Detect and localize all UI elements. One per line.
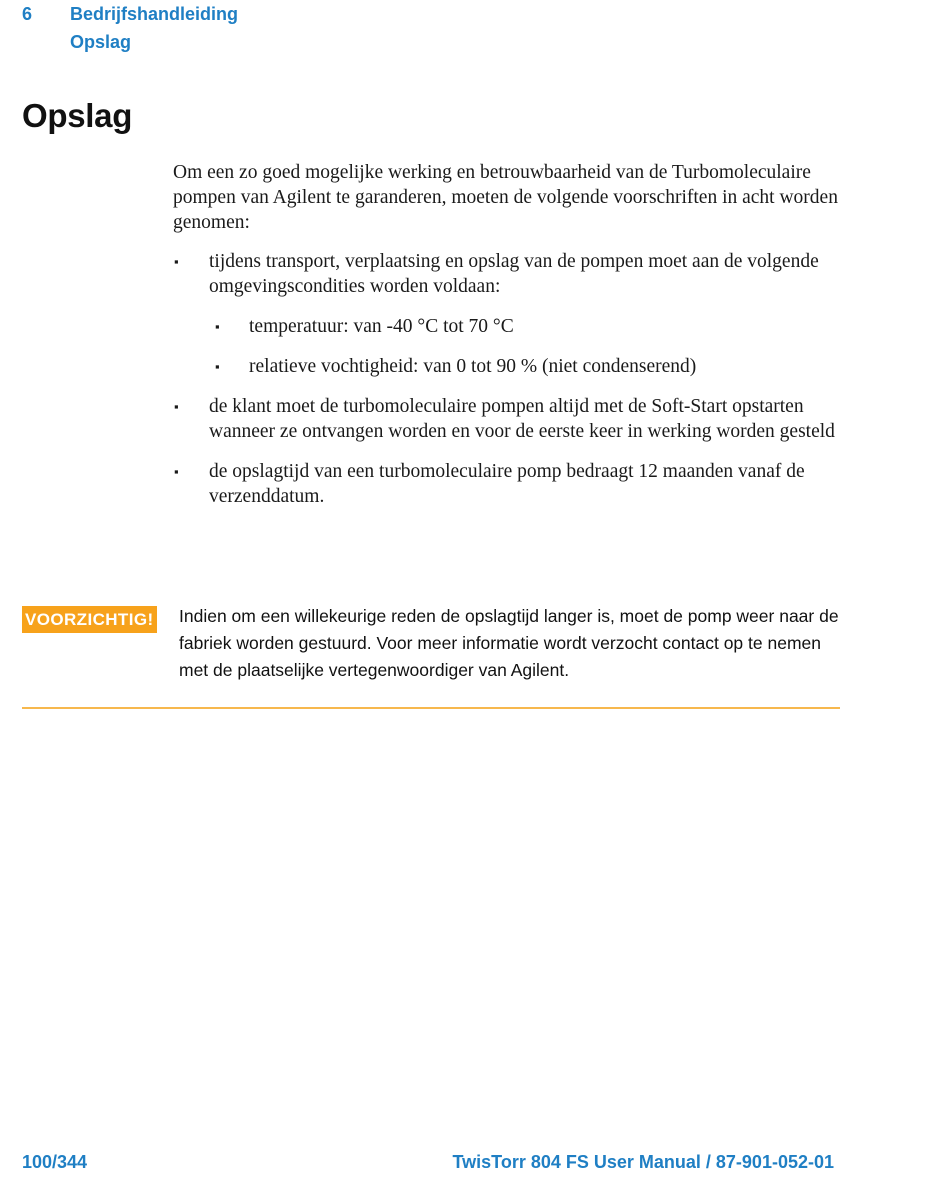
list-item-text: de opslagtijd van een turbomoleculaire pomp bedraagt 12 maanden vanaf de verzenddatum. <box>209 461 805 507</box>
requirements-list <box>173 249 853 509</box>
sub-list-item-text: relatieve vochtigheid: van 0 tot 90 % (niet condenserend) <box>249 356 697 377</box>
bullet-icon: ▪ <box>174 464 179 479</box>
intro-paragraph: Om een zo goed mogelijke werking en betrouwbaarheid van de Turbomoleculaire pompen van Agilent te garanderen, moeten de volgende voorschriften in acht worden genomen: <box>173 162 838 233</box>
manual-title: TwisTorr 804 FS User Manual / 87-901-052-01 <box>452 1152 834 1172</box>
caution-badge: VOORZICHTIG! <box>22 606 157 633</box>
page-number: 100/344 <box>22 1152 88 1172</box>
bullet-icon: ▪ <box>174 399 179 414</box>
caution-divider <box>22 707 840 709</box>
conditions-sublist <box>209 314 853 379</box>
section-title: Opslag <box>70 32 132 52</box>
bullet-icon: ▪ <box>215 359 220 374</box>
page-title: Opslag <box>22 97 133 134</box>
chapter-title: Bedrijfshandleiding <box>70 4 239 24</box>
sub-list-item <box>209 354 853 379</box>
caution-text: Indien om een willekeurige reden de opslagtijd langer is, moet de pomp weer naar de fabriek worden gestuurd. Voor meer informatie wordt verzocht contact op te nemen met de plaatselijke vertegenwoordiger van Agilent. <box>179 606 839 680</box>
bullet-icon: ▪ <box>215 319 220 334</box>
body-content <box>173 160 853 524</box>
list-item <box>173 394 853 444</box>
list-item-text: de klant moet de turbomoleculaire pompen altijd met de Soft-Start opstarten wanneer ze ontvangen worden en voor de eerste keer in werking worden gesteld <box>209 396 835 442</box>
list-item <box>173 459 853 509</box>
sub-list-item <box>209 314 853 339</box>
chapter-number: 6 <box>22 4 33 24</box>
list-item <box>173 249 853 379</box>
sub-list-item-text: temperatuur: van -40 °C tot 70 °C <box>249 316 514 337</box>
bullet-icon: ▪ <box>174 254 179 269</box>
list-item-text: tijdens transport, verplaatsing en opslag van de pompen moet aan de volgende omgevingscondities worden voldaan: <box>209 251 819 297</box>
